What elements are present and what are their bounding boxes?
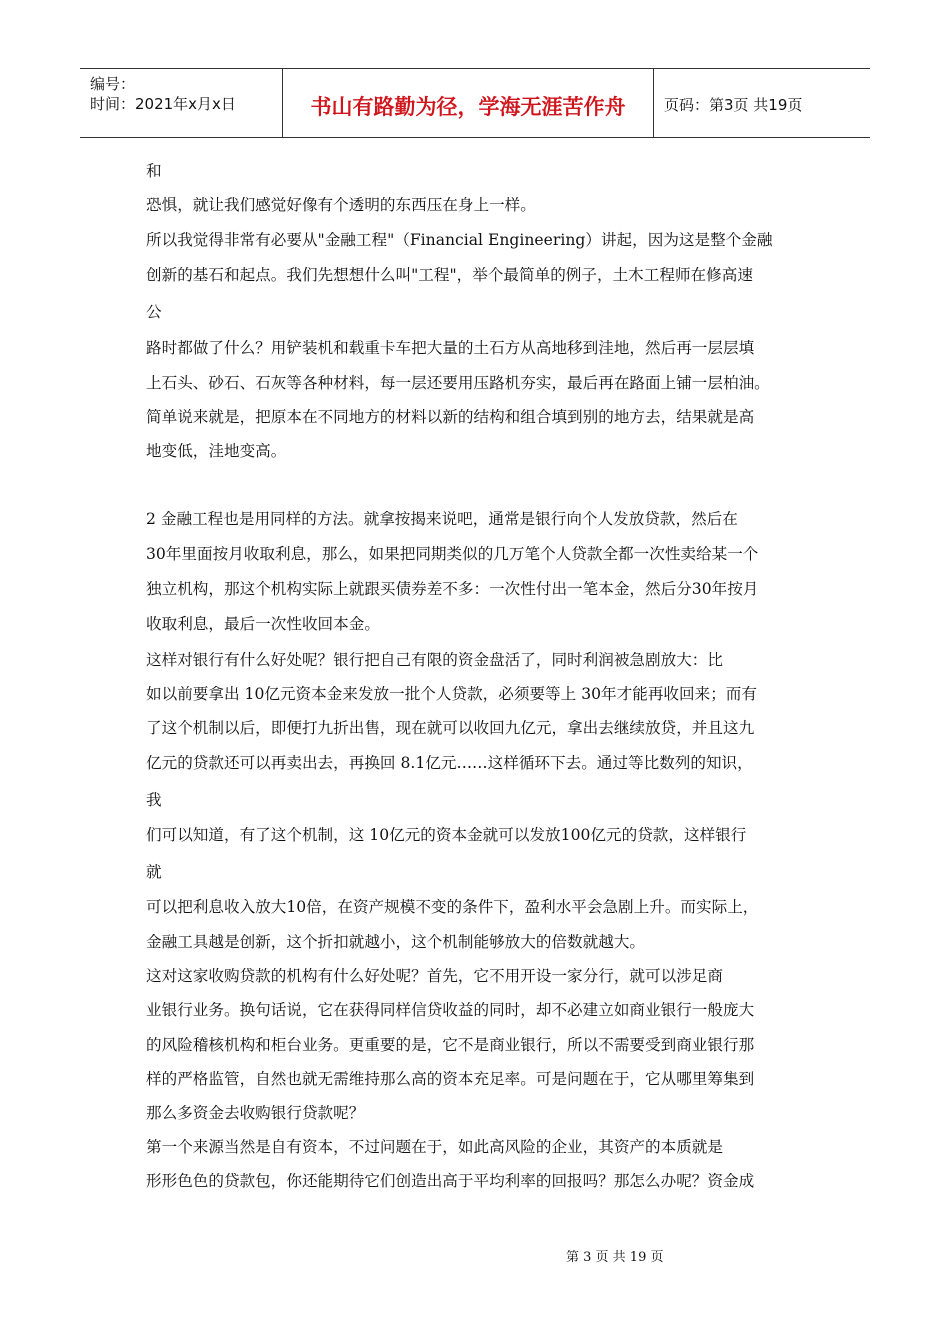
header-meta (80, 69, 283, 137)
header-page-info: 页码：第3页 共19页 (664, 96, 803, 114)
header-motto-cell (283, 69, 654, 137)
text-line: 创新的基石和起点。我们先想想什么叫"工程"，举个最简单的例子，土木工程师在修高速 (146, 266, 753, 284)
text-line: 的风险稽核机构和柜台业务。更重要的是，它不是商业银行，所以不需要受到商业银行那 (146, 1036, 755, 1054)
footer-page-number: 第 3 页 共 19 页 (566, 1250, 664, 1265)
text-line: 了这个机制以后，即便打九折出售，现在就可以收回九亿元，拿出去继续放贷，并且这九 (146, 719, 755, 737)
header-motto: 书山有路勤为径，学海无涯苦作舟 (310, 95, 626, 119)
text-line: 我 (146, 791, 162, 809)
text-line: 和 (146, 162, 162, 180)
text-line: 所以我觉得非常有必要从"金融工程"（Financial Engineering）讲起，因为这是整个金融 (146, 231, 773, 249)
text-line: 这样对银行有什么好处呢？银行把自己有限的资金盘活了，同时利润被急剧放大：比 (146, 651, 723, 669)
text-line: 就 (146, 863, 162, 881)
text-line: 公 (146, 303, 162, 321)
text-line: 样的严格监管，自然也就无需维持那么高的资本充足率。可是问题在于，它从哪里筹集到 (146, 1070, 755, 1088)
text-line: 30年里面按月收取利息，那么，如果把同期类似的几万笔个人贷款全都一次性卖给某一个 (146, 545, 759, 563)
text-line: 这对这家收购贷款的机构有什么好处呢？首先，它不用开设一家分行，就可以涉足商 (146, 967, 723, 985)
text-line: 上石头、砂石、石灰等各种材料，每一层还要用压路机夯实，最后再在路面上铺一层柏油。 (146, 374, 770, 392)
text-line: 简单说来就是，把原本在不同地方的材料以新的结构和组合填到别的地方去，结果就是高 (146, 408, 755, 426)
header-page-cell (654, 69, 870, 137)
text-line: 地变低，洼地变高。 (146, 442, 287, 460)
text-line: 第一个来源当然是自有资本，不过问题在于，如此高风险的企业，其资产的本质就是 (146, 1138, 723, 1156)
text-line: 金融工具越是创新，这个折扣就越小，这个机制能够放大的倍数就越大。 (146, 933, 646, 951)
text-line: 恐惧，就让我们感觉好像有个透明的东西压在身上一样。 (146, 196, 536, 214)
code-label: 编号： (90, 75, 136, 93)
text-line: 收取利息，最后一次性收回本金。 (146, 615, 380, 633)
text-line: 独立机构，那这个机构实际上就跟买债券差不多：一次性付出一笔本金，然后分30年按月 (146, 580, 759, 598)
text-line: 那么多资金去收购银行贷款呢？ (146, 1104, 365, 1122)
text-line: 业银行业务。换句话说，它在获得同样信贷收益的同时，却不必建立如商业银行一般庞大 (146, 1001, 755, 1019)
text-line: 如以前要拿出 10亿元资本金来发放一批个人贷款，必须要等上 30年才能再收回来；而有 (146, 685, 757, 703)
text-line: 们可以知道，有了这个机制，这 10亿元的资本金就可以发放100亿元的贷款，这样银行 (146, 826, 747, 844)
text-line: 路时都做了什么？用铲装机和载重卡车把大量的土石方从高地移到洼地，然后再一层层填 (146, 339, 755, 357)
text-line: 形形色色的贷款包，你还能期待它们创造出高于平均利率的回报吗？那怎么办呢？资金成 (146, 1172, 755, 1190)
date-line: 时间：2021年x月x日 (90, 95, 236, 113)
text-line: 亿元的贷款还可以再卖出去，再换回 8.1亿元……这样循环下去。通过等比数列的知识， (146, 754, 753, 772)
text-line: 2 金融工程也是用同样的方法。就拿按揭来说吧，通常是银行向个人发放贷款，然后在 (146, 510, 738, 528)
text-line: 可以把利息收入放大10倍，在资产规模不变的条件下，盈利水平会急剧上升。而实际上， (146, 898, 759, 916)
page-header (80, 68, 870, 138)
